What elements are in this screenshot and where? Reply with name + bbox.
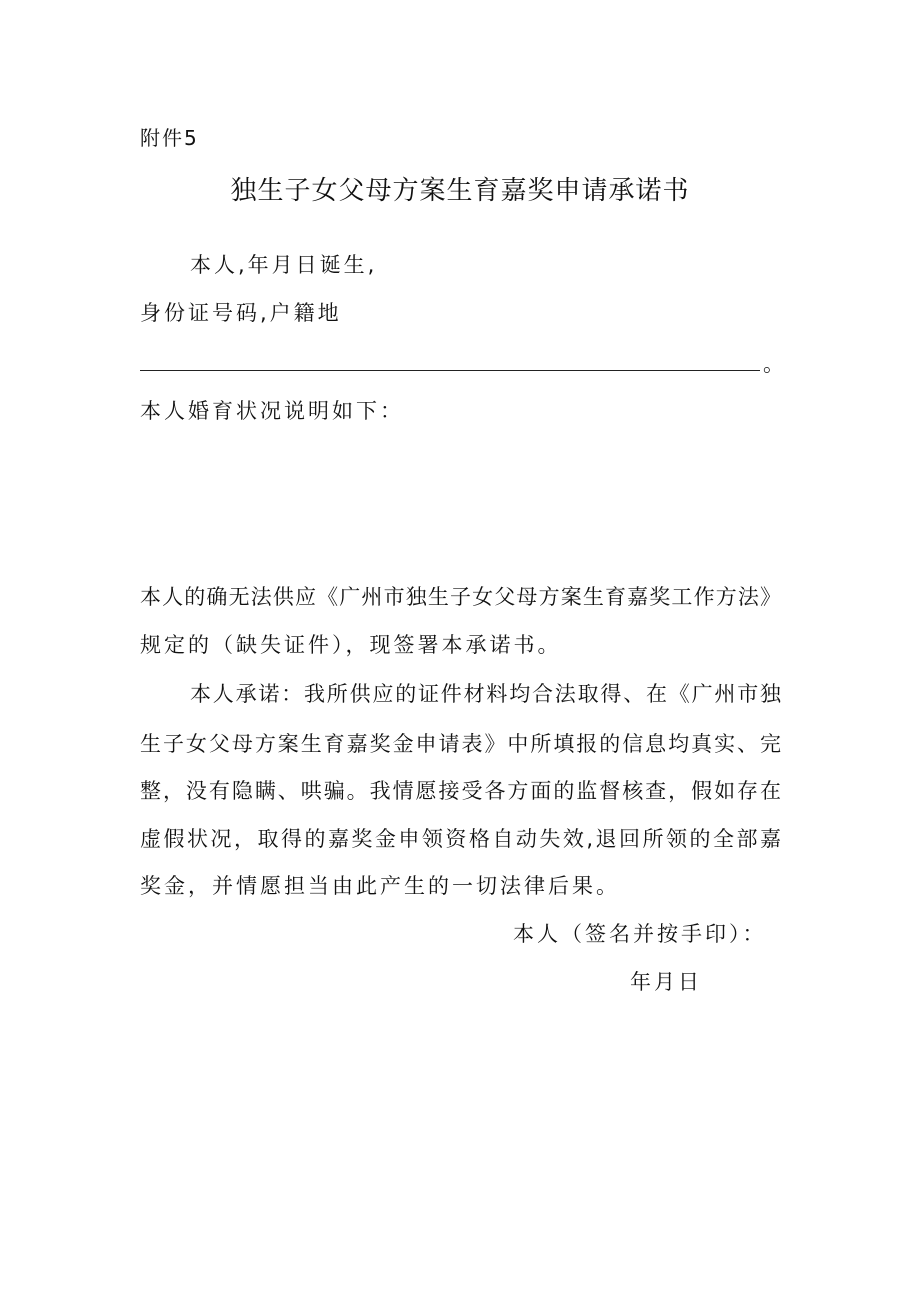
promise-line-2: 生子女父母方案生育嘉奖金申请表》中所填报的信息均真实、完 <box>140 732 782 756</box>
household-line-period: 。 <box>763 352 784 376</box>
statement-line-2: 规定的（缺失证件），现签署本承诺书。 <box>140 633 562 657</box>
marital-status-intro: 本人婚育状况说明如下： <box>140 399 404 423</box>
promise-line-5: 奖金，并情愿担当由此产生的一切法律后果。 <box>140 874 620 898</box>
attachment-label: 附件5 <box>140 126 199 150</box>
household-fill-line <box>140 370 760 371</box>
id-household-line: 身份证号码,户籍地 <box>140 301 342 325</box>
promise-line-1: 本人承诺：我所供应的证件材料均合法取得、在《广州市独 <box>190 682 782 706</box>
date-label: 年月日 <box>630 970 702 994</box>
signature-label: 本人（签名并按手印）： <box>513 922 767 946</box>
promise-line-3: 整，没有隐瞒、哄骗。我情愿接受各方面的监督核查，假如存在 <box>140 779 782 803</box>
document-title: 独生子女父母方案生育嘉奖申请承诺书 <box>230 176 690 206</box>
promise-line-4: 虚假状况，取得的嘉奖金申领资格自动失效,退回所领的全部嘉 <box>140 827 782 851</box>
birth-line: 本人,年月日诞生, <box>190 253 378 277</box>
statement-line-1: 本人的确无法供应《广州市独生子女父母方案生育嘉奖工作方法》 <box>140 585 782 609</box>
